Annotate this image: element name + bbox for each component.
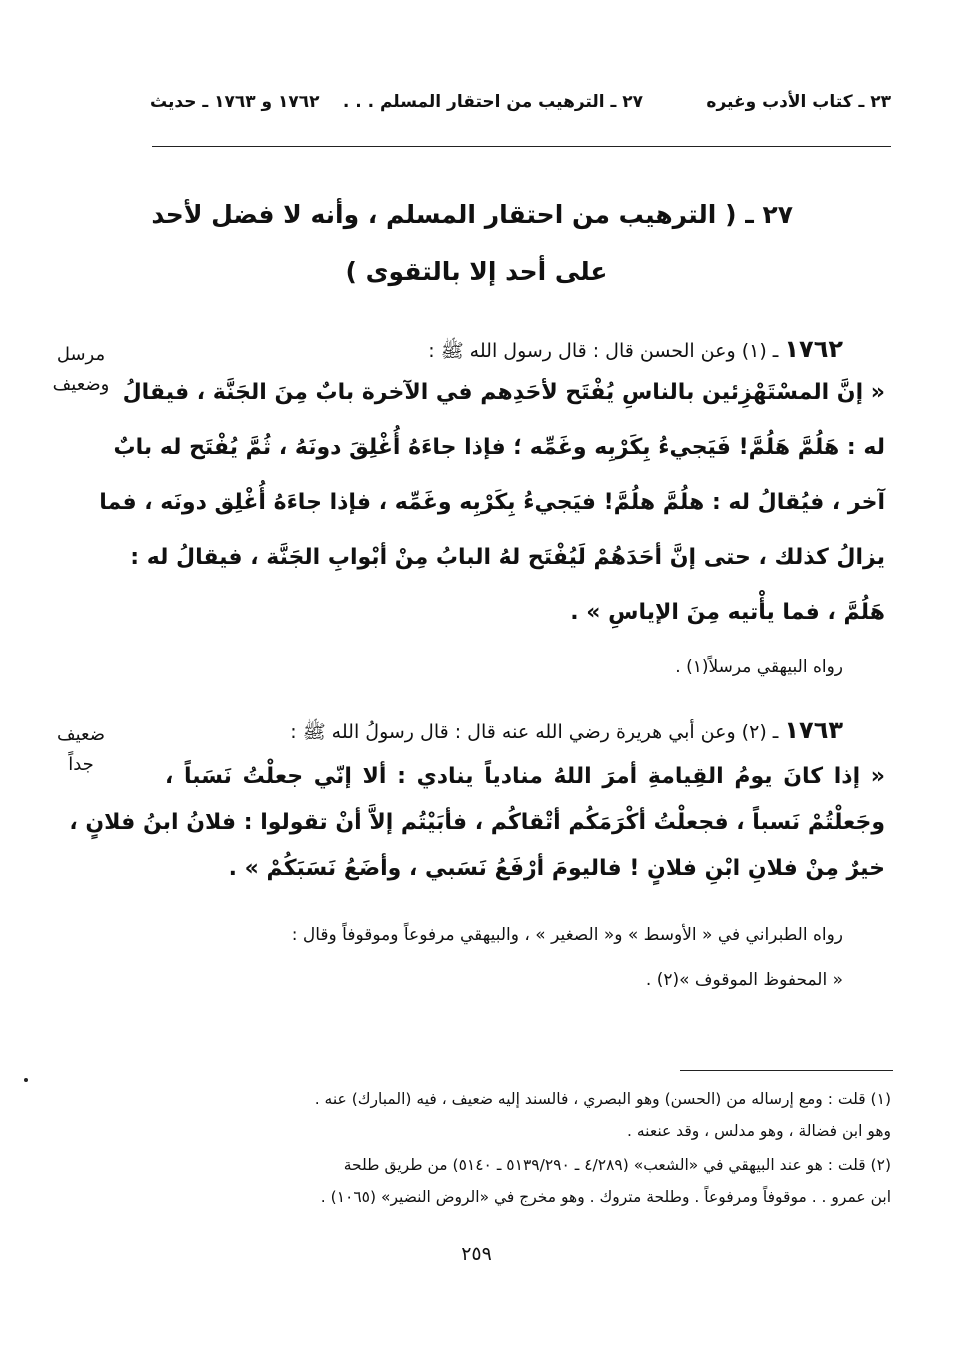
- footnote-line: ابن عمرو . . موقوفاً ومرفوعاً . وطلحة متروك . وهو مخرج في «الروض النضير» (١٠٦٥) .: [320, 1188, 891, 1206]
- hadith-text-line: « إنَّ المسْتَهْزِئين بالناسِ يُفْتَح لأحَدِهم في الآخرة بابٌ مِنَ الجَنَّة ، فيقالُ: [122, 380, 885, 405]
- hadith-text-line: له : هَلُمَّ هَلُمَّ! فَيَجيءُ بِكَرْبِه وغَمِّه ؛ فإذا جاءَهُ أُغْلِقَ دونَهُ ، ثُمَّ يُفْتَح له بابٌ: [113, 435, 885, 460]
- hadith-text-line: آخر ، فيُقالُ له : هلُمَّ هلُمَّ! فيَجيءُ بِكَرْبِه وغَمِّه ، فإذا جاءَهُ أُغْلِق دونَه ، فما: [99, 490, 885, 515]
- hadith-text-line: خيرٌ مِنْ فلانِ ابْنِ فلانٍ ! فاليومَ أرْفَعُ نَسَبي ، وأضَعُ نَسَبَكُمْ » .: [228, 856, 885, 881]
- grade-line: مرسل: [56, 344, 106, 365]
- hadith-grade-note: [31, 340, 131, 400]
- hadith-text-line: يزالُ كذلك ، حتى إنَّ أحَدَهُمْ لَيُفْتَح لهُ البابُ مِنْ أبْوابِ الجَنَّة ، فيقالُ له :: [130, 545, 885, 570]
- page-number: ٢٥٩: [461, 1243, 492, 1265]
- header-chapter-title: ٢٧ ـ الترهيب من احتقار المسلم . . .: [342, 92, 643, 112]
- hadith-number: ١٧٦٢: [784, 335, 843, 363]
- hadith-intro: [150, 716, 843, 748]
- hadith-text-line: وجَعلْتُمْ نَسباً ، فجعلْتُ أكْرَمَكُم أتْقاكُم ، فأبَيْتُم إلاَّ أنْ تقولوا : فلانُ ابنُ فلانٍ ،: [69, 810, 885, 835]
- hadith-chain: ـ (١) وعن الحسن قال : قال رسول الله ﷺ :: [428, 340, 779, 362]
- grade-line: ضعيف: [56, 724, 106, 745]
- hadith-number: ١٧٦٣: [784, 716, 843, 744]
- grade-line: جداً: [68, 754, 94, 775]
- running-header: [150, 92, 891, 122]
- grade-line: وضعيف: [52, 374, 110, 395]
- hadith-source: رواه البيهقي مرسلاً(١) .: [675, 657, 843, 677]
- footnote-line: وهو ابن فضالة ، وهو مدلس ، وقد عنعنه .: [627, 1122, 891, 1140]
- hadith-source: « المحفوظ الموقوف »(٢) .: [645, 970, 843, 990]
- chapter-title-line-1: ٢٧ ـ ( الترهيب من احتقار المسلم ، وأنه لا فضل لأحد: [151, 200, 793, 229]
- hadith-chain: ـ (٢) وعن أبي هريرة رضي الله عنه قال : قال رسولُ الله ﷺ :: [290, 721, 779, 743]
- footnote-line: (٢) قلت : هو عند البيهقي في «الشعب» (٤/٢٨٩ ـ ٥١٣٩/٢٩٠ ـ ٥١٤٠) من طريق طلحة: [343, 1156, 891, 1174]
- header-divider: [152, 146, 891, 147]
- hadith-text-line: هَلُمَّ ، فما يأْتيه مِنَ الإياسِ » .: [570, 600, 885, 625]
- hadith-source: رواه الطبراني في « الأوسط » و« الصغير » ، والبيهقي مرفوعاً وموقوفاً وقال :: [291, 925, 843, 945]
- hadith-intro: [150, 335, 843, 367]
- header-hadith-range: ١٧٦٢ و ١٧٦٣ ـ حديث: [150, 92, 320, 112]
- hadith-grade-note: [31, 720, 131, 780]
- scan-speck: [24, 1078, 28, 1082]
- header-book-title: ٢٣ ـ كتاب الأدب وغيره: [706, 92, 891, 112]
- chapter-title-line-2: على أحد إلا بالتقوى ): [345, 257, 608, 286]
- hadith-text-line: « إذا كانَ يومُ القِيامةِ أمرَ اللهُ منادياً ينادي : ألا إنّي جعلْتُ نَسَباً ،: [165, 764, 885, 789]
- footnote-line: (١) قلت : ومع إرساله من (الحسن) وهو البصري ، فالسند إليه ضعيف ، فيه (المبارك) عنه .: [314, 1090, 891, 1108]
- footnote-divider: [680, 1070, 893, 1071]
